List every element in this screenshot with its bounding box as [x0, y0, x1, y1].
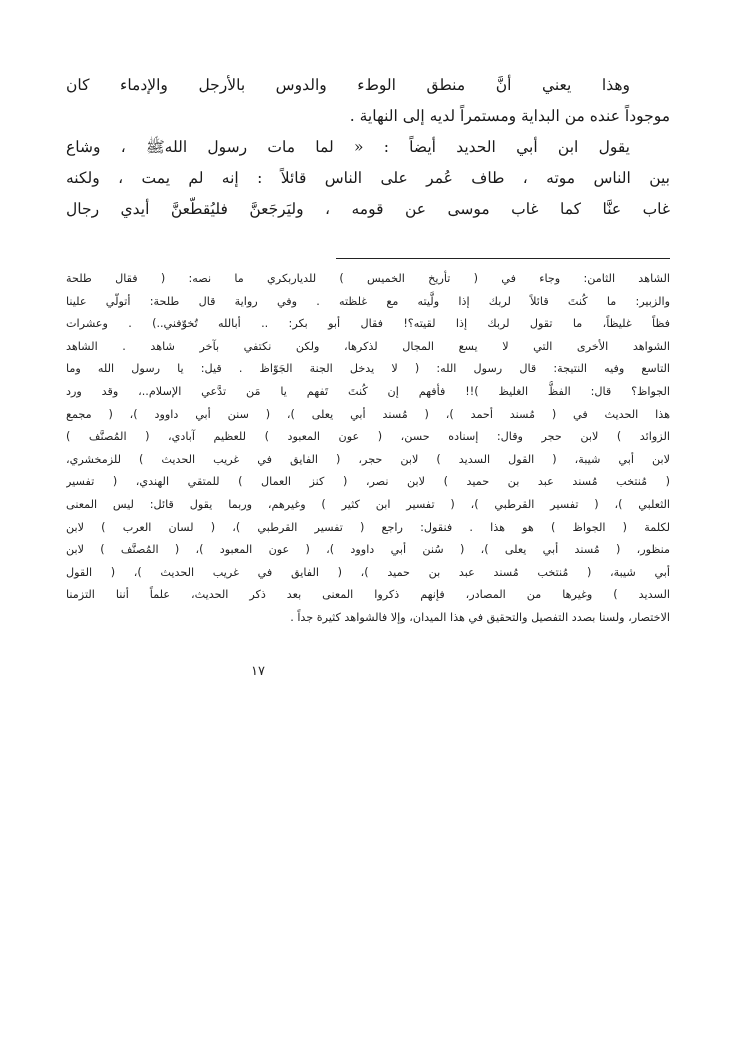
footnote-line: لابن أبي شيبة، ( القول السديد ) لابن حجر، ( الفايق في غريب الحديث ) للزمخشري، — [66, 452, 670, 466]
footnote-separator — [336, 258, 670, 259]
footnote-line: هذا الحديث في ( مُسند أحمد )، ( مُسند أبي يعلى )، ( سنن أبي داوود )، ( مجمع — [66, 407, 670, 421]
main-text-line: موجوداً عنده من البداية ومستمراً لديه إلى النهاية . — [349, 107, 670, 125]
footnote — [66, 268, 670, 630]
footnote-line: لكلمة ( الجواظ ) هو هذا . فنقول: راجع ( تفسير القرطبي )، ( لسان العرب ) لابن — [66, 520, 670, 534]
footnote-line: أبي شيبة، ( مُنتخب مُسند عبد بن حميد )، ( الفايق في غريب الحديث )، ( القول — [66, 565, 670, 579]
footnote-line: السديد ) وغيرها من المصادر، فإنهم ذكروا المعنى بعد ذكر الحديث، علماً أننا التزمنا — [66, 588, 670, 602]
footnote-line: الشاهد الثامن: وجاء في ( تأريخ الخميس ) للدياربكري ما نصه: ( فقال طلحة — [66, 272, 670, 285]
page-number: ١٧ — [251, 664, 265, 679]
main-text-line: بين الناس موته ، طاف عُمر على الناس قائلاً : إنه لم يمت ، ولكنه — [66, 169, 670, 187]
footnote-line: والزبير: ما كُنتَ قائلاً لربك إذا ولَّيته مع غلظته . وفي رواية قال طلحة: أتولّي علينا — [66, 294, 670, 308]
document-page — [66, 70, 670, 679]
footnote-line: الاختصار، ولسنا بصدد التفصيل والتحقيق في هذا الميدان، وإلا فالشواهد كثيرة جداً . — [290, 610, 670, 624]
footnote-line: منظور، ( مُسند أبي يعلى )، ( سُنن أبي داوود )، ( عون المعبود )، ( المُصنَّف ) لابن — [66, 543, 670, 557]
main-text-line: غاب عنَّا كما غاب موسى عن قومه ، وليَرجَعنَّ فليُقطّعنَّ أيدي رجال — [66, 200, 670, 218]
main-text — [66, 70, 670, 225]
footnote-line: فظاً غليظاً، ما تقول لربك إذا لقيته؟! فقال أبو بكر: .. أبالله تُخوّفني..) . وعشرات — [66, 317, 670, 331]
main-text-line: وهذا يعني أنَّ منطق الوطء والدوس بالأرجل والإدماء كان — [66, 76, 630, 94]
footnote-line: الثعلبي )، ( تفسير القرطبي )، ( تفسير ابن كثير ) وغيرهم، وربما يقول قائل: ليس المعنى — [66, 497, 670, 511]
footnote-line: الشواهد الأخرى التي لا يسع المجال لذكرها، ولكن نكتفي بآخر شاهد . الشاهد — [66, 339, 670, 353]
main-text-line: يقول ابن أبي الحديد أيضاً : « لما مات رسول اللهﷺ ، وشاع — [66, 138, 630, 156]
footnote-line: الزوائد ) لابن حجر وقال: إسناده حسن، ( عون المعبود ) للعظيم آبادي، ( المُصنَّف ) — [66, 430, 670, 444]
footnote-line: الجواظ؟ قال: الفظُّ الغليظ )!! فأفهم إن كُنتَ تَفهم يا مَن تدَّعي الإسلام..، وقد ورد — [66, 384, 670, 398]
footnote-line: ( مُنتخب مُسند عبد بن حميد ) لابن نصر، ( كنز العمال ) للمتقي الهندي، ( تفسير — [66, 475, 670, 489]
footnote-line: التاسع وفيه النتيجة: قال رسول الله: ( لا يدخل الجنة الجَوّاظ . قيل: يا رسول الله وما — [66, 362, 670, 376]
